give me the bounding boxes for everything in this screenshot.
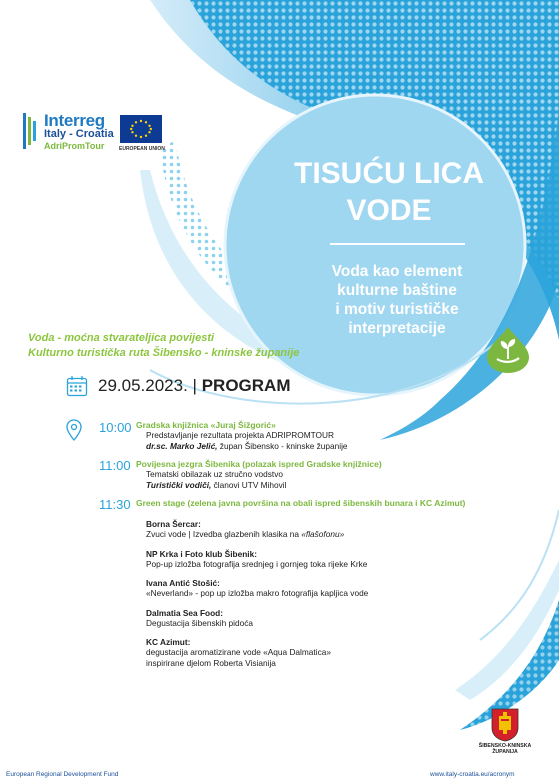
list-item: [146, 549, 446, 570]
county-name: [478, 743, 532, 755]
list-item: [146, 637, 446, 668]
event-line: Predstavljanje rezultata projekta ADRIPROMTOUR: [146, 430, 334, 440]
event-line: [146, 480, 286, 491]
event-line: [146, 441, 348, 452]
performer-desc: Pop-up izložba fotografija srednjeg i gornjeg toka rijeke Krke: [146, 558, 368, 569]
performer-desc: [146, 529, 446, 540]
performer-desc: Degustacija šibenskih pidoća: [146, 617, 254, 628]
event-details: [146, 430, 348, 451]
event-details: [146, 469, 286, 490]
project-name: AdriPromTour: [44, 141, 105, 151]
location-pin-icon: [66, 419, 82, 441]
performer-name: Dalmatia Sea Food:: [146, 607, 223, 618]
event-line: Tematski obilazak uz stručno vodstvo: [146, 469, 283, 479]
subtitle-line3: i motiv turističke: [335, 301, 459, 318]
list-item: [146, 578, 446, 599]
program-name: Italy - Croatia: [44, 128, 114, 140]
hero-title-line2: VODE: [346, 194, 432, 227]
performer-name: Borna Šercar:: [146, 519, 201, 529]
performer-desc: inspirirane djelom Roberta Visianija: [146, 657, 276, 668]
tagline-line1: Voda - moćna stvarateljica povijesti: [28, 332, 215, 344]
event-speaker: Turistički vodiči,: [146, 479, 212, 490]
county-line1: ŠIBENSKO-KNINSKA: [478, 743, 532, 749]
green-stage-list: [146, 519, 446, 668]
website-link[interactable]: www.italy-croatia.eu/acronym: [430, 771, 515, 778]
list-item: [146, 519, 446, 540]
event-title: Gradska knjižnica «Juraj Šižgorić»: [136, 420, 276, 430]
performer-desc: degustacija aromatizirane vode «Aqua Dalmatica»: [146, 647, 331, 657]
eu-flag-icon: [120, 115, 162, 143]
event-time: 10:00: [99, 420, 132, 435]
performer-desc: «Neverland» - pop up izložba makro fotografija kapljica vode: [146, 588, 369, 598]
subtitle-line2: kulturne baštine: [337, 282, 457, 299]
subtitle-line1: Voda kao element: [331, 263, 463, 280]
program-date: 29.05.2023.: [98, 376, 188, 395]
fund-label: European Regional Development Fund: [6, 771, 119, 778]
calendar-icon: [66, 375, 88, 397]
water-drop-plant-icon: [483, 325, 533, 375]
desc-text: Zvuci vode | Izvedba glazbenih klasika na: [146, 529, 302, 539]
program-heading: [98, 376, 290, 396]
eu-label: EUROPEAN UNION: [119, 146, 165, 152]
program-separator: |: [192, 376, 197, 395]
event-speaker: dr.sc. Marko Jelić,: [146, 440, 218, 451]
event-speaker-role: članovi UTV Mihovil: [211, 479, 287, 490]
title-divider: [330, 243, 465, 245]
event-speaker-role: župan Šibensko - kninske županije: [217, 440, 348, 451]
performer-name: Ivana Antić Stošić:: [146, 578, 220, 588]
performer-name: KC Azimut:: [146, 637, 191, 647]
interreg-logo-text: Interreg: [44, 111, 105, 130]
tagline-line2: Kulturno turistička ruta Šibensko - kninske županije: [28, 347, 300, 359]
interreg-wave-icon: [23, 113, 41, 149]
hero-title-line1: TISUĆU LICA: [294, 157, 484, 190]
hero-subtitle: [310, 262, 484, 338]
event-title: Povijesna jezgra Šibenika (polazak ispred Gradske knjižnice): [136, 459, 382, 469]
performer-name: NP Krka i Foto klub Šibenik:: [146, 548, 257, 559]
program-label: PROGRAM: [201, 376, 291, 395]
event-time: 11:00: [99, 458, 131, 473]
hero-title: [268, 155, 510, 229]
county-line2: ŽUPANIJA: [492, 749, 518, 755]
list-item: [146, 608, 446, 629]
desc-italic: «flašofonu»: [301, 529, 345, 539]
event-title: Green stage (zelena javna površina na obali ispred šibenskih bunara i KC Azimut): [136, 498, 466, 508]
event-time: 11:30: [99, 497, 131, 512]
subtitle-line4: interpretacije: [348, 320, 446, 337]
county-coat-of-arms-icon: [491, 708, 519, 742]
